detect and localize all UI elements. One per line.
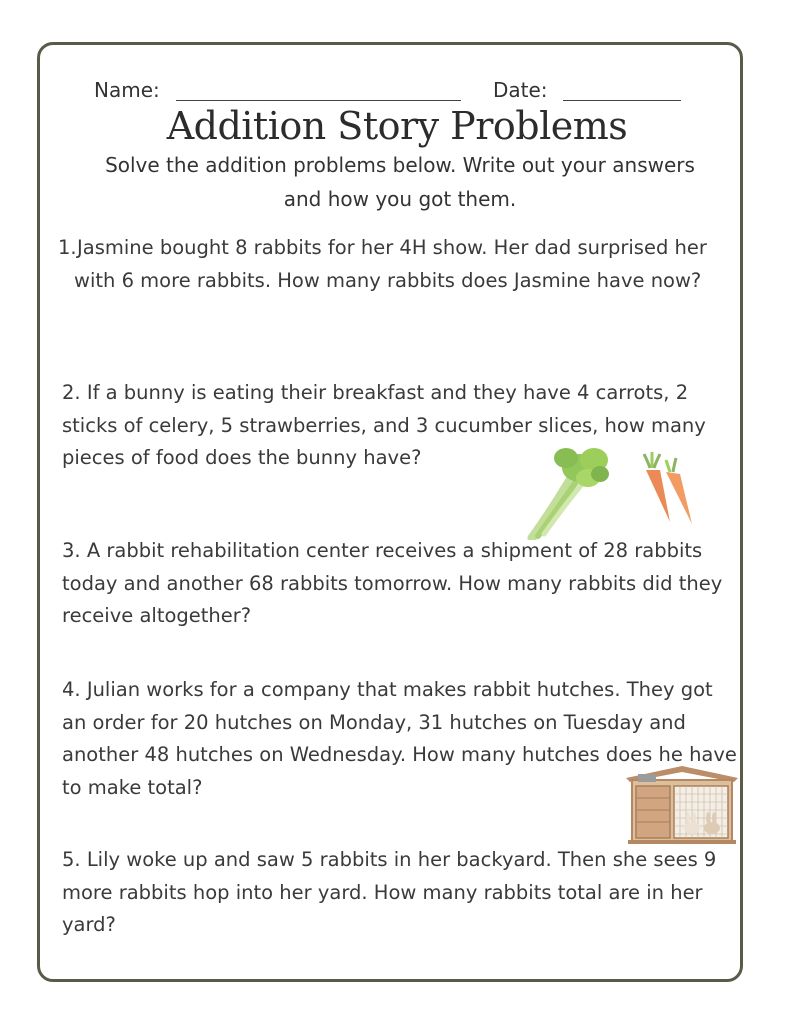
date-blank-line xyxy=(563,100,681,101)
name-label: Name: xyxy=(94,78,160,102)
rabbit-hutch-icon xyxy=(624,764,740,848)
problem-number: 2. xyxy=(62,381,81,404)
problem-number: 3. xyxy=(62,539,81,562)
name-blank-line xyxy=(176,100,461,101)
page-title: Addition Story Problems xyxy=(166,104,628,148)
problem-text: Julian works for a company that makes rabbit hutches. They got an order for 20 hutches on Monday, 31 hutches on Tuesday and another 48 hutches on Wednesday. How many hutches does he have to make total? xyxy=(62,678,737,799)
problem-1 xyxy=(58,232,742,297)
carrots-icon xyxy=(630,450,705,530)
problem-5 xyxy=(62,844,742,942)
instructions: Solve the addition problems below. Write out your answers and how you got them. xyxy=(105,153,695,211)
problem-number: 1. xyxy=(58,236,77,259)
problem-text: Lily woke up and saw 5 rabbits in her backyard. Then she sees 9 more rabbits hop into her yard. How many rabbits total are in her yard? xyxy=(62,848,717,936)
problem-number: 5. xyxy=(62,848,81,871)
problem-number: 4. xyxy=(62,678,81,701)
name-date-row xyxy=(0,76,794,106)
problem-text: Jasmine bought 8 rabbits for her 4H show. Her dad surprised her with 6 more rabbits. How many rabbits does Jasmine have now? xyxy=(74,236,707,292)
problem-text: A rabbit rehabilitation center receives a shipment of 28 rabbits today and another 68 rabbits tomorrow. How many rabbits did they receive altogether? xyxy=(62,539,723,627)
celery-icon xyxy=(522,440,612,540)
problem-3 xyxy=(62,535,742,633)
date-label: Date: xyxy=(493,78,548,102)
problem-text: If a bunny is eating their breakfast and they have 4 carrots, 2 sticks of celery, 5 strawberries, and 3 cucumber slices, how many pieces of food does the bunny have? xyxy=(62,381,706,469)
